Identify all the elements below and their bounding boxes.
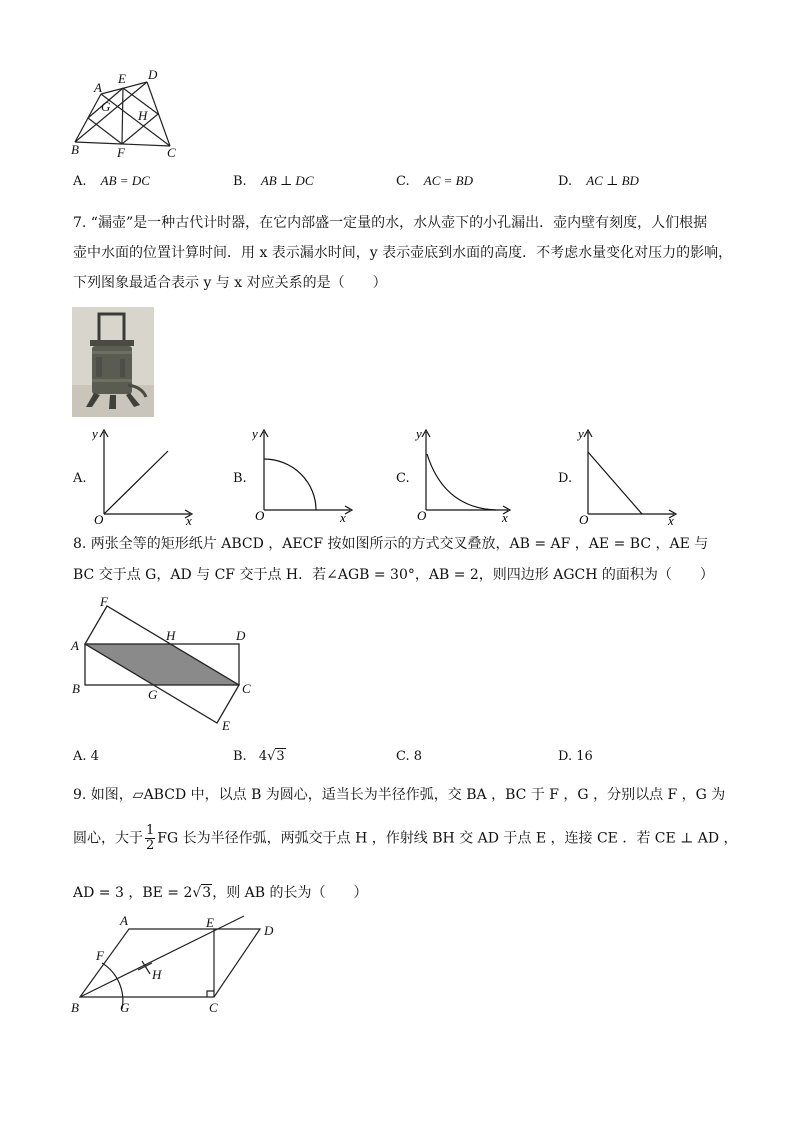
option-value: 4 — [258, 749, 268, 764]
q9-line2-post: FG 长为半径作弧，两弧交于点 H ，作射线 BH 交 AD 于点 E ，连接 CE ．若 CE ⊥ AD ， — [157, 830, 738, 847]
origin-label: O — [255, 508, 265, 523]
q8-text-line1: 8. 两张全等的矩形纸片 ABCD ，AECF 按如图所示的方式交叉叠放，AB = AF ，AE = BC ，AE 与 — [73, 536, 709, 552]
fraction-one-half — [145, 824, 155, 853]
water-clock-photo — [72, 307, 154, 417]
q9-text-line1: 9. 如图，▱ABCD 中，以点 B 为圆心，适当长为半径作弧，交 BA ，BC 于 F ，G ，分别以点 F ，G 为 — [73, 787, 726, 803]
option-value: 8 — [413, 749, 423, 764]
q7-option-b[interactable] — [233, 468, 247, 490]
q7-text-line1: 7. “漏壶”是一种古代计时器，在它内部盛一定量的水，水从壶下的小孔漏出．壶内壁有刻度，人们根据 — [73, 215, 708, 231]
origin-label: O — [579, 512, 589, 527]
q8-label: C — [242, 681, 251, 696]
q8-label: B — [72, 681, 80, 696]
q7-option-d[interactable] — [558, 468, 572, 490]
q8-label: D — [236, 628, 246, 643]
option-expression: AB ⊥ DC — [260, 173, 314, 188]
q6-figure — [66, 68, 186, 160]
q6-label: B — [71, 142, 79, 157]
axis-x-label: x — [340, 510, 346, 525]
q9-radicand: 3 — [202, 885, 212, 901]
q9-label: B — [71, 1000, 79, 1015]
q7-graph-a — [92, 424, 198, 528]
fraction-denominator: 2 — [146, 838, 155, 853]
q9-label: G — [120, 1000, 130, 1015]
q7-graph-d — [576, 424, 682, 528]
q8-label: A — [71, 638, 79, 653]
option-expression: AC ⊥ BD — [586, 173, 639, 188]
q7-graph-c — [414, 424, 520, 528]
q6-option-b[interactable] — [233, 170, 314, 193]
q6-option-d[interactable] — [558, 170, 639, 193]
q7-text-line3: 下列图象最适合表示 y 与 x 对应关系的是（ ） — [73, 275, 387, 291]
q6-label: C — [167, 145, 176, 160]
origin-label: O — [94, 512, 104, 527]
q9-label: C — [209, 1000, 218, 1015]
q6-option-a[interactable] — [73, 170, 150, 193]
axis-x-label: x — [668, 513, 674, 528]
q6-label: F — [117, 145, 125, 160]
q9-text-line2 — [73, 824, 738, 853]
q9-label: E — [206, 915, 214, 930]
q7-graph-b — [252, 424, 358, 528]
origin-label: O — [417, 508, 427, 523]
q8-figure — [66, 592, 266, 734]
q8-option-d[interactable] — [558, 746, 593, 768]
q6-label: D — [148, 68, 158, 82]
option-expression: AC = BD — [423, 173, 473, 188]
q8-label: F — [100, 594, 108, 609]
q8-text-line2: BC 交于点 G，AD 与 CF 交于点 H．若∠AGB = 30°，AB = 2，则四边形 AGCH 的面积为（ ） — [73, 567, 714, 583]
q9-figure — [66, 908, 286, 1018]
option-expression: AB = DC — [100, 173, 150, 188]
q8-option-c[interactable] — [396, 746, 422, 768]
q8-label: G — [148, 687, 158, 702]
q9-line2-pre: 圆心，大于 — [73, 830, 143, 847]
axis-x-label: x — [186, 513, 192, 528]
axis-x-label: x — [502, 510, 508, 525]
q6-label: A — [94, 80, 102, 95]
axis-y-label: y — [252, 426, 258, 441]
q6-label: G — [101, 99, 111, 114]
q9-text-line3: AD = 3 ，BE = 2√3，则 AB 的长为（ ） — [73, 885, 368, 901]
option-letter: D. — [558, 174, 573, 189]
q7-option-a[interactable] — [73, 468, 87, 490]
option-letter: C. — [396, 174, 410, 189]
option-letter: A. — [73, 749, 87, 764]
option-letter: B. — [233, 174, 247, 189]
option-letter: B. — [233, 749, 247, 764]
q9-label: H — [152, 967, 162, 982]
axis-y-label: y — [578, 426, 584, 441]
q9-line3-pre: AD = 3 ，BE = 2 — [73, 885, 193, 901]
q9-label: A — [120, 913, 128, 928]
q8-label: H — [166, 628, 176, 643]
option-letter: C. — [396, 749, 410, 764]
option-value: 16 — [576, 749, 593, 764]
q6-option-c[interactable] — [396, 170, 473, 193]
q7-text-line2: 壶中水面的位置计算时间．用 x 表示漏水时间，y 表示壶底到水面的高度．不考虑水量变化对压力的影响， — [73, 245, 733, 261]
option-radicand: 3 — [276, 749, 285, 764]
option-letter: B. — [233, 471, 247, 486]
q8-option-b[interactable]: B. 4√3 — [233, 749, 285, 764]
q6-label: H — [138, 108, 148, 123]
q9-label: D — [264, 923, 274, 938]
axis-y-label: y — [416, 426, 422, 441]
q8-label: E — [222, 718, 230, 733]
option-letter: C. — [396, 471, 410, 486]
q7-option-c[interactable] — [396, 468, 410, 490]
axis-y-label: y — [92, 426, 98, 441]
option-value: 4 — [90, 749, 99, 764]
q8-option-a[interactable] — [73, 746, 99, 768]
option-letter: D. — [558, 471, 573, 486]
option-letter: D. — [558, 749, 573, 764]
option-letter: A. — [73, 471, 87, 486]
q9-line3-post: ，则 AB 的长为（ ） — [212, 885, 368, 901]
q6-label: E — [118, 71, 126, 86]
q9-label: F — [96, 948, 104, 963]
fraction-numerator: 1 — [146, 823, 155, 838]
option-letter: A. — [73, 174, 87, 189]
